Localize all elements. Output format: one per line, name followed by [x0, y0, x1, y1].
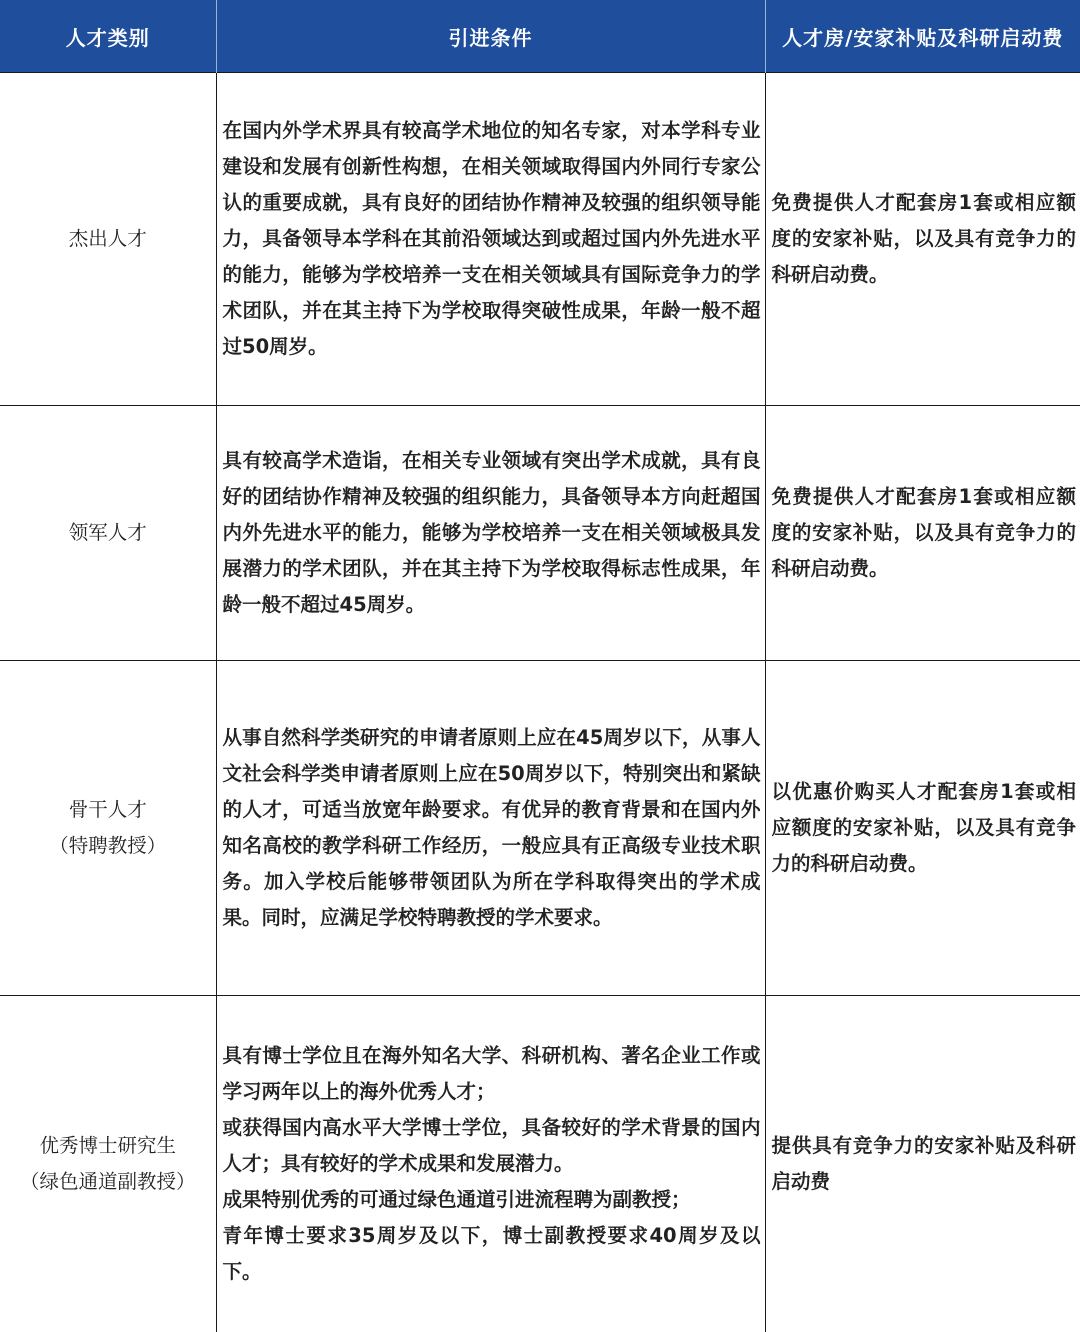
benefit-text: 免费提供人才配套房1套或相应额度的安家补贴，以及具有竞争力的科研启动费。	[772, 485, 1077, 580]
category-cell	[0, 661, 216, 996]
conditions-cell	[216, 406, 765, 661]
conditions-text: 或获得国内高水平大学博士学位，具备较好的学术背景的国内人才；具有较好的学术成果和发展潜力。	[223, 1110, 761, 1182]
benefit-cell	[765, 661, 1080, 996]
table-header	[0, 0, 1080, 73]
category-cell	[0, 73, 216, 406]
conditions-cell	[216, 996, 765, 1332]
header-category: 人才类别	[0, 0, 216, 73]
benefit-cell	[765, 996, 1080, 1332]
conditions-cell	[216, 661, 765, 996]
category-sublabel: （特聘教授）	[6, 828, 210, 864]
category-cell	[0, 406, 216, 661]
benefit-cell	[765, 406, 1080, 661]
conditions-text: 成果特别优秀的可通过绿色通道引进流程聘为副教授；	[223, 1182, 761, 1218]
benefit-text: 免费提供人才配套房1套或相应额度的安家补贴，以及具有竞争力的科研启动费。	[772, 191, 1077, 286]
header-conditions: 引进条件	[216, 0, 765, 73]
table-row	[0, 661, 1080, 996]
category-label: 优秀博士研究生	[6, 1128, 210, 1164]
table-row	[0, 73, 1080, 406]
table-body	[0, 73, 1080, 1332]
category-cell	[0, 996, 216, 1332]
conditions-text: 从事自然科学类研究的申请者原则上应在45周岁以下，从事人文社会科学类申请者原则上应在50周岁以下，特别突出和紧缺的人才，可适当放宽年龄要求。有优异的教育背景和在国内外知名高校的教学科研工作经历，一般应具有正高级专业技术职务。加入学校后能够带领团队为所在学科取得突出的学术成果。同时，应满足学校特聘教授的学术要求。	[223, 720, 761, 936]
conditions-text: 在国内外学术界具有较高学术地位的知名专家，对本学科专业建设和发展有创新性构想，在相关领域取得国内外同行专家公认的重要成就，具有良好的团结协作精神及较强的组织领导能力，具备领导本学科在其前沿领域达到或超过国内外先进水平的能力，能够为学校培养一支在相关领域具有国际竞争力的学术团队，并在其主持下为学校取得突破性成果，年龄一般不超过50周岁。	[223, 113, 761, 365]
category-sublabel: （绿色通道副教授）	[6, 1164, 210, 1200]
table-row	[0, 996, 1080, 1332]
benefit-cell	[765, 73, 1080, 406]
benefit-text: 以优惠价购买人才配套房1套或相应额度的安家补贴，以及具有竞争力的科研启动费。	[772, 780, 1077, 875]
conditions-text: 具有较高学术造诣，在相关专业领域有突出学术成就，具有良好的团结协作精神及较强的组织能力，具备领导本方向赶超国内外先进水平的能力，能够为学校培养一支在相关领域极具发展潜力的学术团队，并在其主持下为学校取得标志性成果，年龄一般不超过45周岁。	[223, 443, 761, 623]
category-label: 骨干人才	[6, 792, 210, 828]
header-row	[0, 0, 1080, 73]
category-label: 领军人才	[6, 515, 210, 551]
conditions-text: 具有博士学位且在海外知名大学、科研机构、著名企业工作或学习两年以上的海外优秀人才；	[223, 1038, 761, 1110]
table-row	[0, 406, 1080, 661]
conditions-cell	[216, 73, 765, 406]
benefit-text: 提供具有竞争力的安家补贴及科研启动费	[772, 1134, 1077, 1193]
header-benefits: 人才房/安家补贴及科研启动费	[765, 0, 1080, 73]
category-label: 杰出人才	[6, 221, 210, 257]
conditions-text: 青年博士要求35周岁及以下，博士副教授要求40周岁及以下。	[223, 1218, 761, 1290]
